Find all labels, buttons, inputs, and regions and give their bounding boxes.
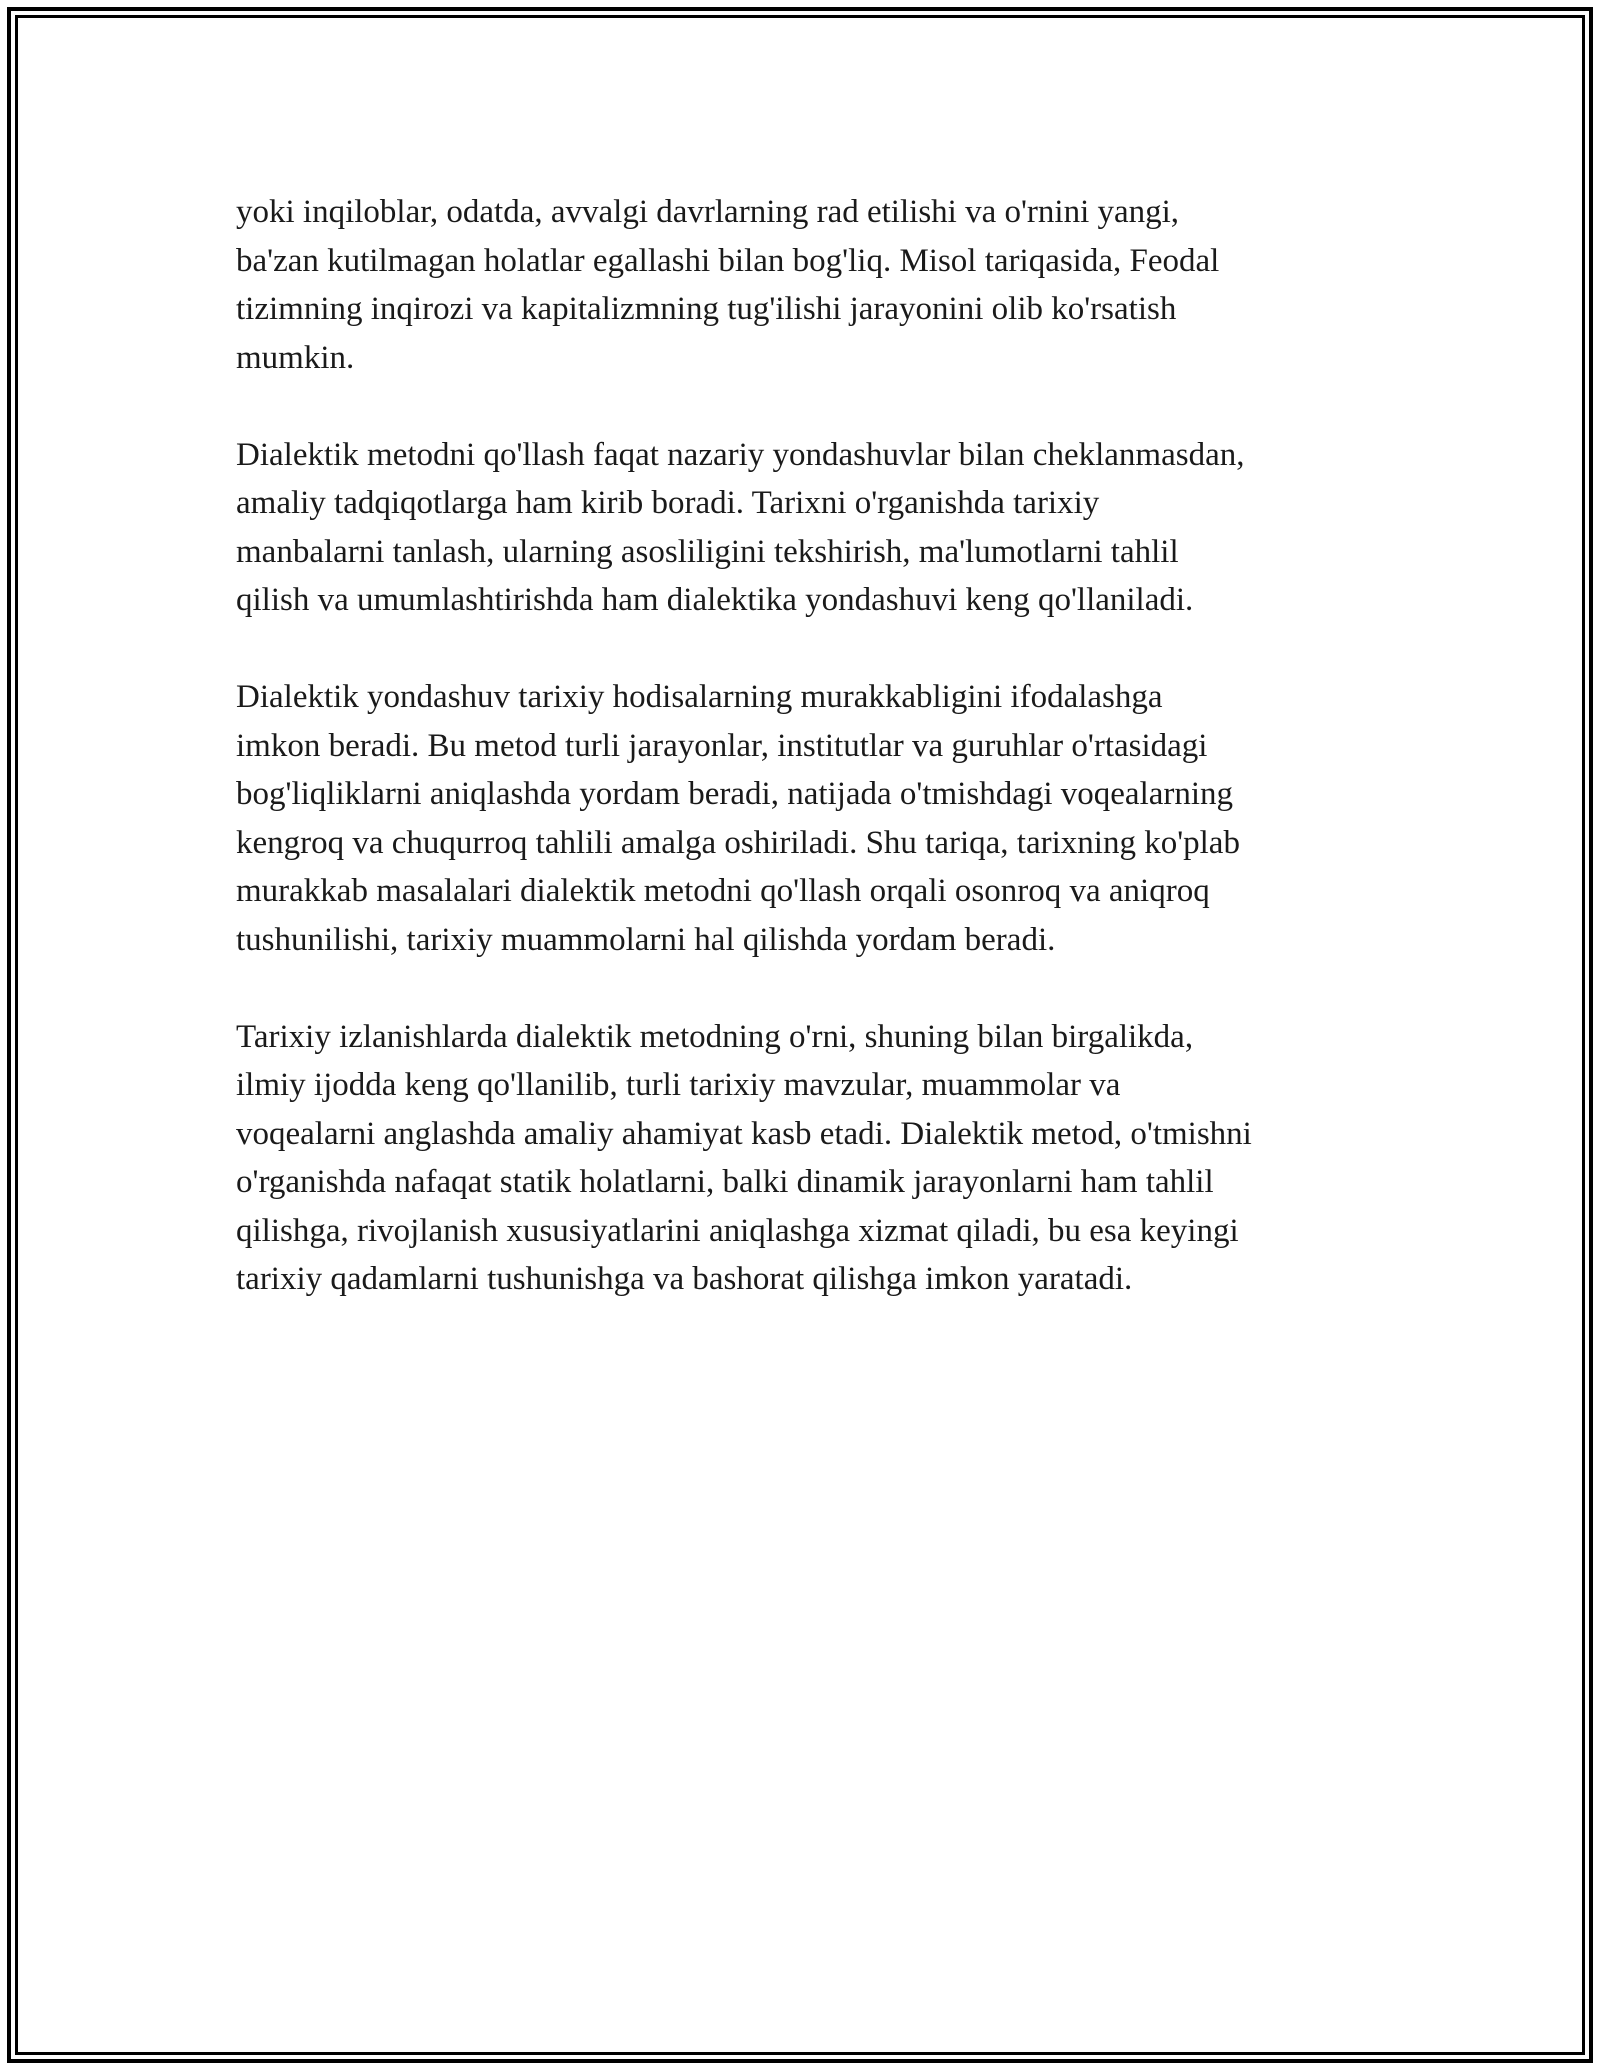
paragraph-4: Tarixiy izlanishlarda dialektik metodning o'rni, shuning bilan birgalikda, ilmiy ijodda keng qo'llanilib, turli tarixiy mavzular, muammolar va voqealarni anglashda amaliy ahamiyat kasb etadi. Dialektik metod, o'tmishni o'rganishda nafaqat statik holatlarni, balki dinamik jarayonlarni ham tahlil qilishga, rivojlanish xususiyatlarini aniqlashga xizmat qiladi, bu esa keyingi tarixiy qadamlarni tushunishga va bashorat qilishga imkon yaratadi.: [236, 1018, 1252, 1297]
document-body: [236, 188, 1376, 1352]
paragraph-1: yoki inqiloblar, odatda, avvalgi davrlarning rad etilishi va o'rnini yangi, ba'zan kutilmagan holatlar egallashi bilan bog'liq. Misol tariqasida, Feodal tizimning inqirozi va kapitalizmning tug'ilishi jarayonini olib ko'rsatish mumkin.: [236, 194, 1220, 376]
paragraph-3: Dialektik yondashuv tarixiy hodisalarning murakkabligini ifodalashga imkon beradi. Bu metod turli jarayonlar, institutlar va guruhlar o'rtasidagi bog'liqliklarni aniqlashda yordam beradi, natijada o'tmishdagi voqealarning kengroq va chuqurroq tahlili amalga oshiriladi. Shu tariqa, tarixning ko'plab murakkab masalalari dialektik metodni qo'llash orqali osonroq va aniqroq tushunilishi, tarixiy muammolarni hal qilishda yordam beradi.: [236, 679, 1240, 958]
paragraph-2: Dialektik metodni qo'llash faqat nazariy yondashuvlar bilan cheklanmasdan, amaliy tadqiqotlarga ham kirib boradi. Tarixni o'rganishda tarixiy manbalarni tanlash, ularning asosliligini tekshirish, ma'lumotlarni tahlil qilish va umumlashtirishda ham dialektika yondashuvi keng qo'llaniladi.: [236, 436, 1245, 618]
